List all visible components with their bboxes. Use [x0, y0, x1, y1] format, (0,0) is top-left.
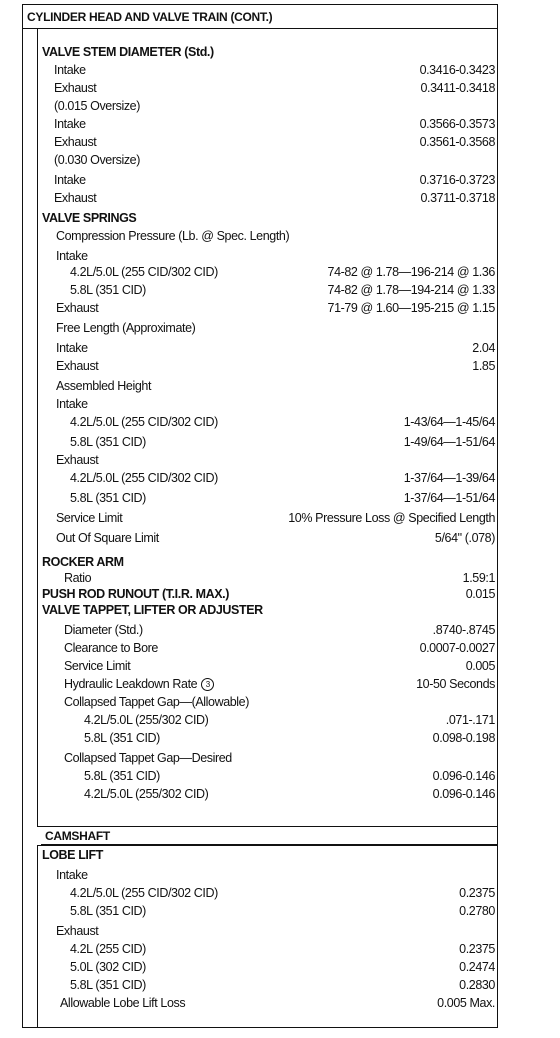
- spec-row: [38, 471, 497, 489]
- spec-row: [38, 713, 497, 731]
- spec-label-text: Exhaust: [54, 81, 97, 95]
- spec-row: [38, 173, 497, 191]
- spec-label-text: Compression Pressure (Lb. @ Spec. Length): [56, 229, 290, 243]
- spec-row: [38, 191, 497, 209]
- spec-label: [70, 283, 146, 297]
- spec-row: [38, 265, 497, 283]
- spec-row: [38, 603, 497, 621]
- spec-value: 0.005 Max.: [437, 996, 495, 1010]
- spec-label: [56, 379, 151, 393]
- spec-row: [38, 491, 497, 509]
- spec-label: [64, 751, 232, 765]
- spec-label-text: Intake: [54, 63, 86, 77]
- spec-row: [38, 301, 497, 319]
- spec-label: [70, 904, 146, 918]
- spec-label: [42, 587, 229, 601]
- spec-row: [38, 641, 497, 659]
- spec-row: [38, 283, 497, 301]
- spec-label-text: Service Limit: [56, 511, 123, 525]
- spec-label-text: 5.8L (351 CID): [70, 283, 146, 297]
- spec-label: [54, 117, 86, 131]
- spec-row: [38, 153, 497, 171]
- spec-label: [56, 301, 98, 315]
- spec-label-text: Assembled Height: [56, 379, 152, 393]
- spec-value: 0.3416-0.3423: [419, 63, 495, 77]
- spec-label-text: Service Limit: [64, 659, 131, 673]
- spec-row: [38, 996, 497, 1014]
- spec-label: [70, 435, 146, 449]
- spec-row: [38, 848, 497, 866]
- spec-label-text: 4.2L/5.0L (255/302 CID): [84, 713, 209, 727]
- spec-label: [42, 848, 103, 862]
- spec-row: [38, 341, 497, 359]
- spec-value: 71-79 @ 1.60—195-215 @ 1.15: [327, 301, 495, 315]
- spec-label-text: Clearance to Bore: [64, 641, 158, 655]
- spec-label-text: VALVE TAPPET, LIFTER OR ADJUSTER: [42, 603, 263, 617]
- spec-value: 0.096-0.146: [432, 769, 495, 783]
- spec-label: [56, 924, 98, 938]
- spec-label: [70, 942, 146, 956]
- spec-label-text: 5.8L (351 CID): [84, 731, 160, 745]
- spec-value: 0.3411-0.3418: [420, 81, 495, 95]
- spec-value: 1-43/64—1-45/64: [403, 415, 495, 429]
- spec-label: [64, 677, 214, 691]
- spec-label-text: Exhaust: [56, 359, 99, 373]
- spec-label: [64, 659, 130, 673]
- spec-label: [70, 471, 218, 485]
- spec-value: 0.2375: [459, 942, 495, 956]
- spec-value: 5/64" (.078): [434, 531, 495, 545]
- spec-label: [56, 453, 98, 467]
- spec-label-text: 5.8L (351 CID): [70, 435, 146, 449]
- spec-label-text: Exhaust: [56, 924, 99, 938]
- spec-label: [84, 713, 208, 727]
- spec-row: [38, 659, 497, 677]
- spec-row: [38, 531, 497, 549]
- spec-label-text: Allowable Lobe Lift Loss: [60, 996, 186, 1010]
- spec-value: .8740-.8745: [432, 623, 495, 637]
- spec-row: [38, 379, 497, 397]
- spec-label: [56, 229, 289, 243]
- spec-label: [56, 341, 88, 355]
- spec-label: [42, 211, 136, 225]
- spec-label-text: Ratio: [64, 571, 92, 585]
- spec-label-text: PUSH ROD RUNOUT (T.I.R. MAX.): [42, 587, 230, 601]
- spec-value: 0.2780: [459, 904, 495, 918]
- spec-label: [54, 99, 140, 113]
- spec-row: [38, 978, 497, 996]
- cylinder-head-section: [37, 29, 497, 827]
- spec-row: [38, 511, 497, 529]
- spec-row: [38, 45, 497, 63]
- spec-row: [38, 117, 497, 135]
- spec-row: [38, 229, 497, 247]
- spec-label: [42, 45, 214, 59]
- spec-label: [64, 623, 143, 637]
- spec-value: 0.3566-0.3573: [419, 117, 495, 131]
- spec-label: [70, 960, 146, 974]
- spec-value: 1-49/64—1-51/64: [403, 435, 495, 449]
- spec-label: [64, 641, 158, 655]
- spec-row: [38, 787, 497, 805]
- spec-label: [54, 153, 140, 167]
- spec-label-text: 4.2L/5.0L (255 CID/302 CID): [70, 886, 218, 900]
- spec-label: [54, 173, 86, 187]
- spec-value: 1-37/64—1-51/64: [403, 491, 495, 505]
- spec-label-text: Exhaust: [56, 453, 99, 467]
- spec-row: [38, 63, 497, 81]
- spec-label-text: Intake: [54, 173, 86, 187]
- spec-value: 10% Pressure Loss @ Specified Length: [288, 511, 495, 525]
- spec-label-text: Intake: [54, 117, 86, 131]
- spec-value: 0.3716-0.3723: [419, 173, 495, 187]
- spec-label: [56, 249, 88, 263]
- spec-value: 0.015: [465, 587, 495, 601]
- spec-label: [56, 359, 98, 373]
- spec-value: 1-37/64—1-39/64: [403, 471, 495, 485]
- spec-label: [56, 511, 122, 525]
- spec-value: 2.04: [472, 341, 495, 355]
- spec-row: [38, 886, 497, 904]
- spec-label-text: Collapsed Tappet Gap—(Allowable): [64, 695, 249, 709]
- spec-row: [38, 924, 497, 942]
- spec-row: [38, 960, 497, 978]
- spec-label-text: Collapsed Tappet Gap—Desired: [64, 751, 232, 765]
- spec-label: [56, 397, 88, 411]
- spec-row: [38, 321, 497, 339]
- spec-label-text: 4.2L (255 CID): [70, 942, 146, 956]
- camshaft-section: [37, 845, 497, 1027]
- spec-value: 0.005: [465, 659, 495, 673]
- spec-row: [38, 904, 497, 922]
- spec-row: [38, 942, 497, 960]
- spec-row: [38, 453, 497, 471]
- spec-label-text: 5.8L (351 CID): [70, 491, 146, 505]
- spec-value: 1.59:1: [462, 571, 495, 585]
- spec-label-text: (0.030 Oversize): [54, 153, 140, 167]
- spec-value: 0.098-0.198: [432, 731, 495, 745]
- spec-label-text: (0.015 Oversize): [54, 99, 140, 113]
- spec-row: [38, 868, 497, 886]
- spec-label: [70, 415, 218, 429]
- spec-row: [38, 769, 497, 787]
- spec-value: 0.096-0.146: [432, 787, 495, 801]
- spec-label: [54, 63, 86, 77]
- spec-label: [42, 603, 263, 617]
- spec-label: [70, 886, 218, 900]
- spec-label-text: Hydraulic Leakdown Rate: [64, 677, 198, 691]
- spec-label: [56, 531, 159, 545]
- spec-row: [38, 99, 497, 117]
- spec-label-text: Diameter (Std.): [64, 623, 143, 637]
- spec-row: [38, 135, 497, 153]
- spec-label: [54, 81, 96, 95]
- spec-table: [22, 4, 498, 1028]
- spec-label: [84, 769, 160, 783]
- spec-label: [56, 868, 88, 882]
- spec-label-text: Exhaust: [54, 191, 97, 205]
- note-marker: 3: [201, 678, 214, 691]
- spec-label-text: 4.2L/5.0L (255 CID/302 CID): [70, 415, 218, 429]
- spec-label-text: 5.0L (302 CID): [70, 960, 146, 974]
- spec-value: 0.3561-0.3568: [419, 135, 495, 149]
- spec-label-text: VALVE STEM DIAMETER (Std.): [42, 45, 214, 59]
- spec-row: [38, 211, 497, 229]
- spec-label: [84, 731, 160, 745]
- spec-label-text: 5.8L (351 CID): [70, 904, 146, 918]
- spec-label: [70, 265, 218, 279]
- spec-row: [38, 623, 497, 641]
- spec-value: 0.3711-0.3718: [420, 191, 495, 205]
- spec-label-text: Out Of Square Limit: [56, 531, 159, 545]
- spec-label: [42, 555, 124, 569]
- spec-row: [38, 731, 497, 749]
- section-header-cylinder-head: CYLINDER HEAD AND VALVE TRAIN (CONT.): [23, 5, 497, 29]
- spec-label-text: 5.8L (351 CID): [84, 769, 160, 783]
- spec-label-text: 5.8L (351 CID): [70, 978, 146, 992]
- spec-value: 0.2474: [459, 960, 495, 974]
- spec-label-text: Intake: [56, 249, 88, 263]
- spec-label-text: Exhaust: [54, 135, 97, 149]
- spec-value: 74-82 @ 1.78—196-214 @ 1.36: [327, 265, 495, 279]
- spec-label-text: Intake: [56, 397, 88, 411]
- spec-value: 0.2830: [459, 978, 495, 992]
- spec-row: [38, 81, 497, 99]
- spec-row: [38, 751, 497, 769]
- spec-label: [54, 191, 96, 205]
- spec-value: 74-82 @ 1.78—194-214 @ 1.33: [327, 283, 495, 297]
- spec-label: [64, 571, 91, 585]
- spec-row: [38, 677, 497, 695]
- spec-label: [60, 996, 185, 1010]
- spec-value: 0.0007-0.0027: [419, 641, 495, 655]
- spec-label-text: Free Length (Approximate): [56, 321, 196, 335]
- spec-label-text: Intake: [56, 341, 88, 355]
- spec-value: .071-.171: [445, 713, 495, 727]
- spec-value: 1.85: [472, 359, 495, 373]
- section-header-camshaft: CAMSHAFT: [41, 827, 497, 845]
- spec-label-text: ROCKER ARM: [42, 555, 124, 569]
- spec-label: [70, 978, 146, 992]
- spec-row: [38, 435, 497, 453]
- spec-label: [56, 321, 195, 335]
- spec-row: [38, 415, 497, 433]
- spec-row: [38, 397, 497, 415]
- spec-label: [84, 787, 208, 801]
- spec-label-text: VALVE SPRINGS: [42, 211, 137, 225]
- spec-label-text: 4.2L/5.0L (255 CID/302 CID): [70, 265, 218, 279]
- spec-label-text: 4.2L/5.0L (255 CID/302 CID): [70, 471, 218, 485]
- spec-row: [38, 359, 497, 377]
- spec-label: [54, 135, 96, 149]
- spec-label: [70, 491, 146, 505]
- spec-value: 10-50 Seconds: [416, 677, 495, 691]
- spec-row: [38, 695, 497, 713]
- spec-label-text: Exhaust: [56, 301, 99, 315]
- spec-value: 0.2375: [459, 886, 495, 900]
- spec-label: [64, 695, 249, 709]
- spec-label-text: Intake: [56, 868, 88, 882]
- spec-label-text: LOBE LIFT: [42, 848, 103, 862]
- spec-label-text: 4.2L/5.0L (255/302 CID): [84, 787, 209, 801]
